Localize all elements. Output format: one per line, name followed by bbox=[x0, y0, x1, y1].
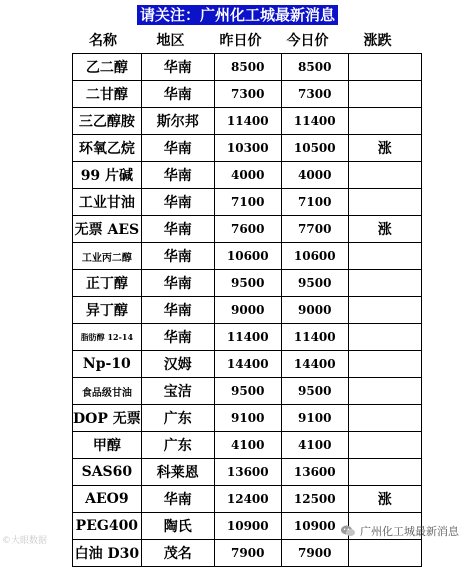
cell-yesterday-price: 7600 bbox=[214, 216, 281, 243]
cell-trend bbox=[348, 405, 421, 432]
cell-trend bbox=[348, 108, 421, 135]
cell-today-price: 9100 bbox=[281, 405, 348, 432]
cell-name: 三乙醇胺 bbox=[73, 108, 142, 135]
table-row bbox=[73, 540, 422, 567]
cell-region: 广东 bbox=[141, 405, 214, 432]
cell-trend bbox=[348, 297, 421, 324]
cell-region: 科莱恩 bbox=[141, 459, 214, 486]
table-row bbox=[73, 378, 422, 405]
cell-name: 99 片碱 bbox=[73, 162, 142, 189]
header-region: 地区 bbox=[156, 33, 185, 49]
cell-name: 食品级甘油 bbox=[73, 378, 142, 405]
cell-name: 甲醇 bbox=[73, 432, 142, 459]
cell-today-price: 7900 bbox=[281, 540, 348, 567]
header-yesterday: 昨日价 bbox=[219, 33, 262, 49]
table-row bbox=[73, 405, 422, 432]
cell-name: DOP 无票 bbox=[73, 405, 142, 432]
cell-name: SAS60 bbox=[73, 459, 142, 486]
cell-yesterday-price: 7900 bbox=[214, 540, 281, 567]
header-name: 名称 bbox=[89, 33, 117, 49]
cell-region: 华南 bbox=[141, 54, 214, 81]
cell-name: 白油 D30 bbox=[73, 540, 142, 567]
cell-name: PEG400 bbox=[73, 513, 142, 540]
cell-yesterday-price: 10900 bbox=[214, 513, 281, 540]
cell-region: 斯尔邦 bbox=[141, 108, 214, 135]
cell-region: 华南 bbox=[141, 216, 214, 243]
watermark-left: ©大眼数据 bbox=[2, 536, 48, 546]
cell-trend: 涨 bbox=[348, 486, 421, 513]
table-row bbox=[73, 486, 422, 513]
cell-today-price: 4100 bbox=[281, 432, 348, 459]
cell-trend bbox=[348, 270, 421, 297]
cell-region: 茂名 bbox=[141, 540, 214, 567]
cell-region: 华南 bbox=[141, 297, 214, 324]
cell-region: 华南 bbox=[141, 162, 214, 189]
cell-region: 华南 bbox=[141, 189, 214, 216]
cell-region: 陶氏 bbox=[141, 513, 214, 540]
cell-yesterday-price: 9500 bbox=[214, 270, 281, 297]
cell-today-price: 9500 bbox=[281, 270, 348, 297]
cell-today-price: 10600 bbox=[281, 243, 348, 270]
cell-today-price: 12500 bbox=[281, 486, 348, 513]
table-row bbox=[73, 108, 422, 135]
cell-region: 华南 bbox=[141, 81, 214, 108]
table-row bbox=[73, 189, 422, 216]
cell-region: 华南 bbox=[141, 486, 214, 513]
cell-today-price: 7100 bbox=[281, 189, 348, 216]
cell-name: 异丁醇 bbox=[73, 297, 142, 324]
cell-trend bbox=[348, 81, 421, 108]
cell-today-price: 7300 bbox=[281, 81, 348, 108]
cell-yesterday-price: 8500 bbox=[214, 54, 281, 81]
cell-trend bbox=[348, 189, 421, 216]
cell-today-price: 10900 bbox=[281, 513, 348, 540]
cell-today-price: 9500 bbox=[281, 378, 348, 405]
cell-trend bbox=[348, 54, 421, 81]
cell-yesterday-price: 9000 bbox=[214, 297, 281, 324]
wechat-icon bbox=[340, 524, 356, 538]
cell-name: 脂肪醇 12-14 bbox=[73, 324, 142, 351]
cell-today-price: 13600 bbox=[281, 459, 348, 486]
header-trend: 涨跌 bbox=[363, 33, 392, 49]
table-row bbox=[73, 297, 422, 324]
cell-region: 华南 bbox=[141, 135, 214, 162]
cell-today-price: 7700 bbox=[281, 216, 348, 243]
table-row bbox=[73, 81, 422, 108]
cell-yesterday-price: 13600 bbox=[214, 459, 281, 486]
cell-today-price: 10500 bbox=[281, 135, 348, 162]
cell-trend bbox=[348, 540, 421, 567]
cell-trend bbox=[348, 459, 421, 486]
cell-region: 宝洁 bbox=[141, 378, 214, 405]
cell-name: 环氧乙烷 bbox=[73, 135, 142, 162]
cell-yesterday-price: 7100 bbox=[214, 189, 281, 216]
cell-today-price: 4000 bbox=[281, 162, 348, 189]
price-table-body bbox=[73, 54, 422, 567]
cell-region: 华南 bbox=[141, 270, 214, 297]
table-row bbox=[73, 135, 422, 162]
cell-yesterday-price: 11400 bbox=[214, 324, 281, 351]
table-row bbox=[73, 459, 422, 486]
cell-name: 无票 AES bbox=[73, 216, 142, 243]
cell-trend bbox=[348, 243, 421, 270]
cell-name: 工业丙二醇 bbox=[73, 243, 142, 270]
page-title: 请关注：广州化工城最新消息 bbox=[137, 5, 338, 25]
title-wrap bbox=[0, 5, 475, 25]
cell-yesterday-price: 10300 bbox=[214, 135, 281, 162]
table-row bbox=[73, 162, 422, 189]
table-row bbox=[73, 243, 422, 270]
price-table bbox=[72, 53, 422, 567]
watermark-right bbox=[340, 522, 459, 540]
cell-name: 乙二醇 bbox=[73, 54, 142, 81]
cell-trend bbox=[348, 162, 421, 189]
cell-trend bbox=[348, 378, 421, 405]
cell-today-price: 11400 bbox=[281, 108, 348, 135]
cell-region: 汉姆 bbox=[141, 351, 214, 378]
cell-yesterday-price: 11400 bbox=[214, 108, 281, 135]
table-row bbox=[73, 351, 422, 378]
cell-today-price: 14400 bbox=[281, 351, 348, 378]
cell-region: 广东 bbox=[141, 432, 214, 459]
cell-yesterday-price: 4000 bbox=[214, 162, 281, 189]
table-row bbox=[73, 432, 422, 459]
cell-region: 华南 bbox=[141, 243, 214, 270]
cell-trend: 涨 bbox=[348, 216, 421, 243]
cell-name: 正丁醇 bbox=[73, 270, 142, 297]
cell-name: Np-10 bbox=[73, 351, 142, 378]
header-today: 今日价 bbox=[286, 33, 329, 49]
cell-yesterday-price: 12400 bbox=[214, 486, 281, 513]
cell-trend bbox=[348, 432, 421, 459]
cell-yesterday-price: 4100 bbox=[214, 432, 281, 459]
watermark-right-text: 广州化工城最新消息 bbox=[360, 525, 459, 538]
cell-today-price: 8500 bbox=[281, 54, 348, 81]
cell-trend: 涨 bbox=[348, 135, 421, 162]
cell-yesterday-price: 9100 bbox=[214, 405, 281, 432]
cell-trend bbox=[348, 351, 421, 378]
cell-today-price: 9000 bbox=[281, 297, 348, 324]
cell-region: 华南 bbox=[141, 324, 214, 351]
cell-yesterday-price: 14400 bbox=[214, 351, 281, 378]
cell-today-price: 11400 bbox=[281, 324, 348, 351]
table-row bbox=[73, 324, 422, 351]
cell-yesterday-price: 10600 bbox=[214, 243, 281, 270]
cell-name: 二甘醇 bbox=[73, 81, 142, 108]
cell-trend bbox=[348, 324, 421, 351]
cell-yesterday-price: 7300 bbox=[214, 81, 281, 108]
cell-name: 工业甘油 bbox=[73, 189, 142, 216]
cell-name: AEO9 bbox=[73, 486, 142, 513]
cell-yesterday-price: 9500 bbox=[214, 378, 281, 405]
table-row bbox=[73, 54, 422, 81]
table-row bbox=[73, 270, 422, 297]
table-row bbox=[73, 216, 422, 243]
